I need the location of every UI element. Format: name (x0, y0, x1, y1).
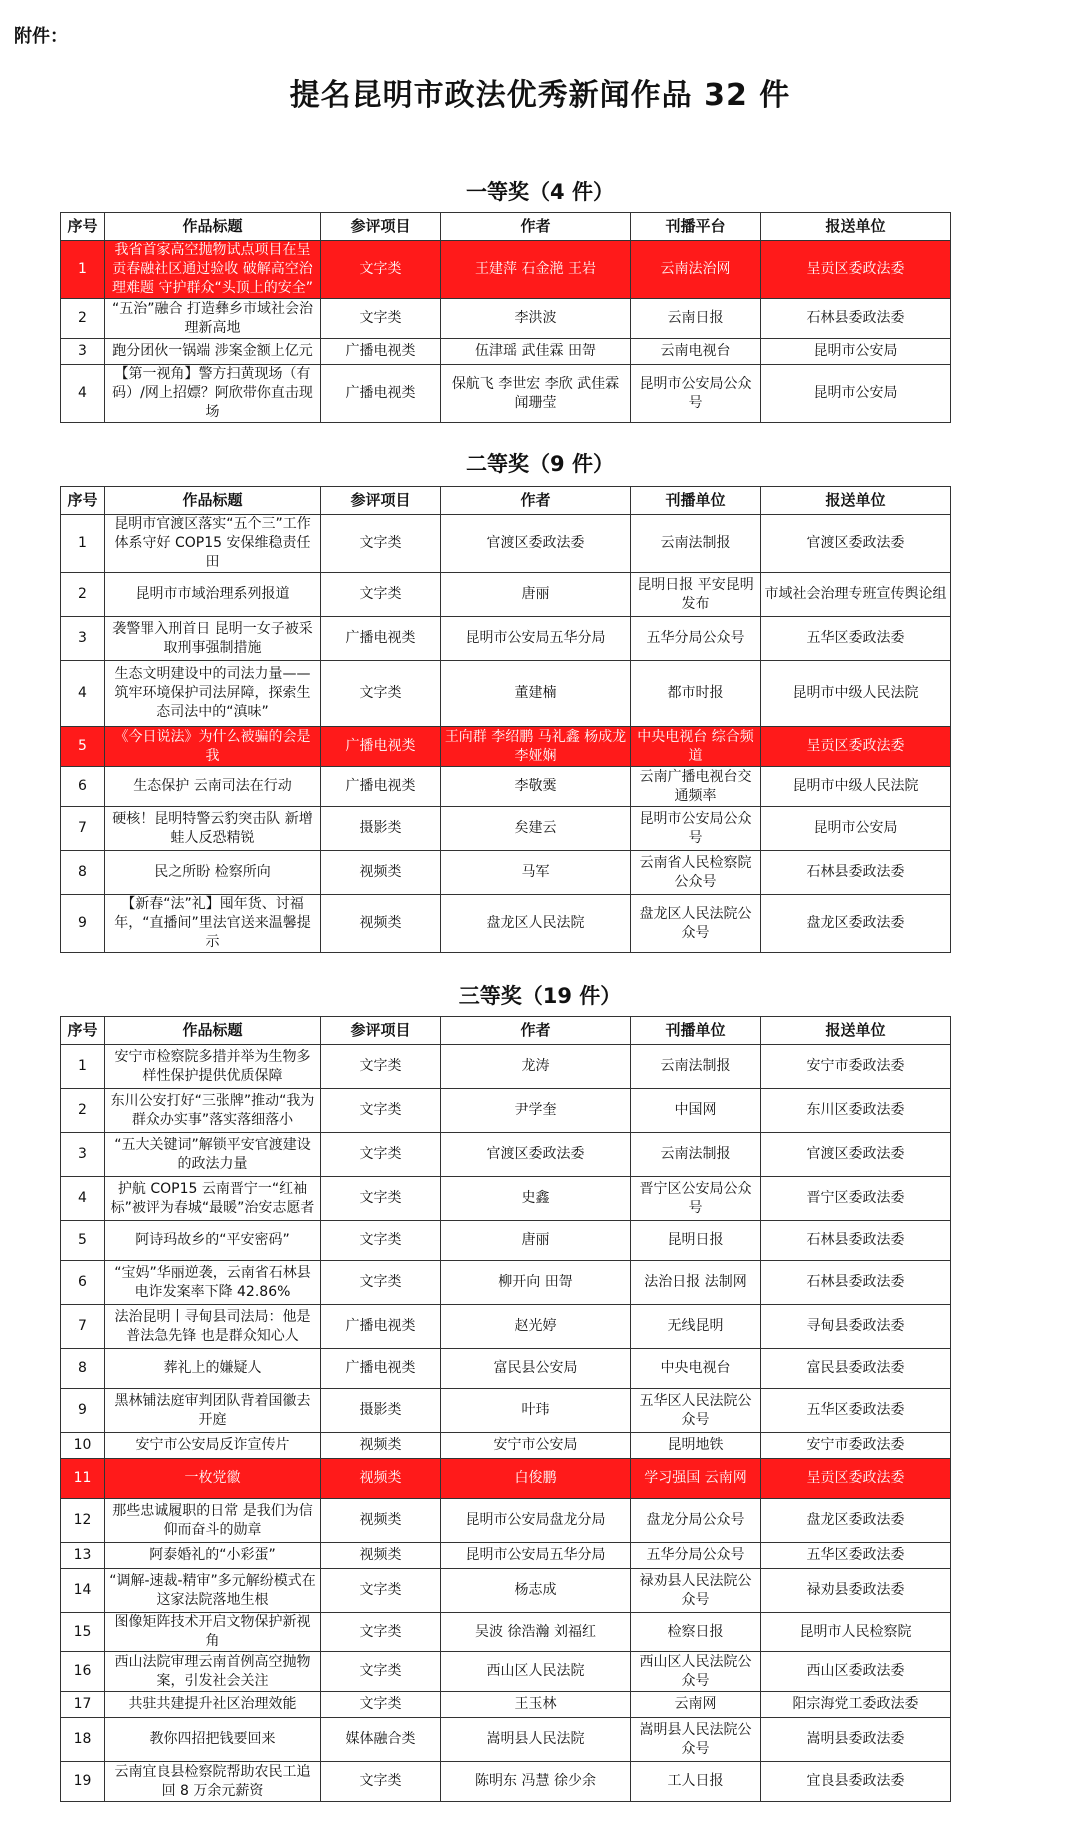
table-header-row (61, 1017, 951, 1045)
title-cell: 硬核！昆明特警云豹突击队 新增蛙人反恐精锐 (105, 807, 321, 851)
table-row (61, 895, 951, 953)
category-cell: 广播电视类 (321, 365, 441, 423)
platform-cell: 五华分局公众号 (631, 617, 761, 661)
unit-cell: 寻甸县委政法委 (761, 1305, 951, 1349)
platform-cell: 盘龙分局公众号 (631, 1499, 761, 1543)
header-author: 作者 (441, 213, 631, 241)
title-cell: 那些忠诚履职的日常 是我们为信仰而奋斗的勋章 (105, 1499, 321, 1543)
table-row (61, 1045, 951, 1089)
platform-cell: 中国网 (631, 1089, 761, 1133)
header-number: 序号 (61, 1017, 105, 1045)
author-cell: 李洪波 (441, 299, 631, 339)
platform-cell: 五华分局公众号 (631, 1543, 761, 1569)
platform-cell: 昆明日报 平安昆明发布 (631, 573, 761, 617)
unit-cell: 官渡区委政法委 (761, 1133, 951, 1177)
platform-cell: 昆明市公安局公众号 (631, 365, 761, 423)
row-number: 6 (61, 1261, 105, 1305)
category-cell: 广播电视类 (321, 617, 441, 661)
title-cell: 法治昆明丨寻甸县司法局：他是普法急先锋 也是群众知心人 (105, 1305, 321, 1349)
title-cell: 东川公安打好“三张牌”推动“我为群众办实事”落实落细落小 (105, 1089, 321, 1133)
title-cell: 一枚党徽 (105, 1459, 321, 1499)
unit-cell: 宜良县委政法委 (761, 1762, 951, 1802)
unit-cell: 呈贡区委政法委 (761, 1459, 951, 1499)
unit-cell: 昆明市中级人民法院 (761, 767, 951, 807)
author-cell: 官渡区委政法委 (441, 1133, 631, 1177)
category-cell: 摄影类 (321, 807, 441, 851)
author-cell: 吴波 徐浩瀚 刘福红 (441, 1613, 631, 1652)
category-cell: 文字类 (321, 1652, 441, 1692)
table-header-row (61, 487, 951, 515)
unit-cell: 呈贡区委政法委 (761, 241, 951, 299)
title-cell: 生态文明建设中的司法力量——筑牢环境保护司法屏障，探索生态司法中的“滇味” (105, 661, 321, 727)
unit-cell: 呈贡区委政法委 (761, 727, 951, 767)
platform-cell: 都市时报 (631, 661, 761, 727)
platform-cell: 法治日报 法制网 (631, 1261, 761, 1305)
row-number: 9 (61, 1389, 105, 1433)
unit-cell: 石林县委政法委 (761, 851, 951, 895)
header-title: 作品标题 (105, 1017, 321, 1045)
category-cell: 文字类 (321, 661, 441, 727)
table-row (61, 661, 951, 727)
row-number: 13 (61, 1543, 105, 1569)
platform-cell: 无线昆明 (631, 1305, 761, 1349)
author-cell: 昆明市公安局盘龙分局 (441, 1499, 631, 1543)
category-cell: 文字类 (321, 1692, 441, 1718)
author-cell: 盘龙区人民法院 (441, 895, 631, 953)
author-cell: 柳开向 田哿 (441, 1261, 631, 1305)
author-cell: 伍津瑶 武佳霖 田哿 (441, 339, 631, 365)
row-number: 5 (61, 727, 105, 767)
document-title: 提名昆明市政法优秀新闻作品 32 件 (289, 78, 791, 113)
unit-cell: 昆明市公安局 (761, 807, 951, 851)
table-row (61, 1718, 951, 1762)
table-row (61, 1499, 951, 1543)
author-cell: 马军 (441, 851, 631, 895)
category-cell: 文字类 (321, 241, 441, 299)
title-cell: 生态保护 云南司法在行动 (105, 767, 321, 807)
category-cell: 广播电视类 (321, 1349, 441, 1389)
header-platform: 刊播单位 (631, 487, 761, 515)
title-cell: 《今日说法》为什么被骗的会是我 (105, 727, 321, 767)
category-cell: 文字类 (321, 1221, 441, 1261)
author-cell: 叶玮 (441, 1389, 631, 1433)
author-cell: 昆明市公安局五华分局 (441, 1543, 631, 1569)
table-row (61, 1261, 951, 1305)
platform-cell: 云南日报 (631, 299, 761, 339)
header-number: 序号 (61, 213, 105, 241)
row-number: 3 (61, 339, 105, 365)
row-number: 1 (61, 515, 105, 573)
table-row (61, 1459, 951, 1499)
author-cell: 王向群 李绍鹏 马礼鑫 杨成龙 李娅娴 (441, 727, 631, 767)
title-cell: 【新春“法”礼】囤年货、讨福年，“直播间”里法官送来温馨提示 (105, 895, 321, 953)
row-number: 2 (61, 1089, 105, 1133)
unit-cell: 西山区委政法委 (761, 1652, 951, 1692)
table-row (61, 1652, 951, 1692)
category-cell: 摄影类 (321, 1389, 441, 1433)
title-cell: 护航 COP15 云南晋宁一“红袖标”被评为春城“最暖”治安志愿者 (105, 1177, 321, 1221)
author-cell: 昆明市公安局五华分局 (441, 617, 631, 661)
title-cell: 袭警罪入刑首日 昆明一女子被采取刑事强制措施 (105, 617, 321, 661)
table-row (61, 1692, 951, 1718)
author-cell: 尹学奎 (441, 1089, 631, 1133)
header-category: 参评项目 (321, 1017, 441, 1045)
row-number: 4 (61, 661, 105, 727)
row-number: 6 (61, 767, 105, 807)
table-row (61, 299, 951, 339)
category-cell: 广播电视类 (321, 339, 441, 365)
unit-cell: 石林县委政法委 (761, 1261, 951, 1305)
platform-cell: 云南法治网 (631, 241, 761, 299)
title-cell: 教你四招把钱要回来 (105, 1718, 321, 1762)
table-row (61, 339, 951, 365)
platform-cell: 云南网 (631, 1692, 761, 1718)
author-cell: 唐丽 (441, 573, 631, 617)
header-title: 作品标题 (105, 213, 321, 241)
row-number: 3 (61, 1133, 105, 1177)
table-row (61, 1349, 951, 1389)
row-number: 8 (61, 851, 105, 895)
unit-cell: 石林县委政法委 (761, 299, 951, 339)
author-cell: 白俊鹏 (441, 1459, 631, 1499)
platform-cell: 昆明日报 (631, 1221, 761, 1261)
unit-cell: 禄劝县委政法委 (761, 1569, 951, 1613)
section-title-third-prize: 三等奖（19 件） (458, 984, 622, 1008)
unit-cell: 嵩明县委政法委 (761, 1718, 951, 1762)
unit-cell: 晋宁区委政法委 (761, 1177, 951, 1221)
title-cell: “五治”融合 打造彝乡市域社会治理新高地 (105, 299, 321, 339)
category-cell: 文字类 (321, 1089, 441, 1133)
category-cell: 文字类 (321, 1261, 441, 1305)
row-number: 11 (61, 1459, 105, 1499)
row-number: 17 (61, 1692, 105, 1718)
author-cell: 安宁市公安局 (441, 1433, 631, 1459)
author-cell: 李敬霙 (441, 767, 631, 807)
title-cell: 昆明市市域治理系列报道 (105, 573, 321, 617)
title-cell: “五大关键词”解锁平安官渡建设的政法力量 (105, 1133, 321, 1177)
title-cell: 昆明市官渡区落实“五个三”工作体系守好 COP15 安保维稳责任田 (105, 515, 321, 573)
row-number: 4 (61, 1177, 105, 1221)
platform-cell: 五华区人民法院公众号 (631, 1389, 761, 1433)
category-cell: 视频类 (321, 1459, 441, 1499)
table-row (61, 1221, 951, 1261)
category-cell: 视频类 (321, 1543, 441, 1569)
unit-cell: 安宁市委政法委 (761, 1433, 951, 1459)
platform-cell: 云南法制报 (631, 515, 761, 573)
title-cell: 阿泰婚礼的“小彩蛋” (105, 1543, 321, 1569)
header-unit: 报送单位 (761, 1017, 951, 1045)
header-platform: 刊播平台 (631, 213, 761, 241)
title-cell: 我省首家高空抛物试点项目在呈贡春融社区通过验收 破解高空治理难题 守护群众“头顶上的安全” (105, 241, 321, 299)
header-author: 作者 (441, 1017, 631, 1045)
section-title-first-prize: 一等奖（4 件） (466, 180, 614, 204)
unit-cell: 昆明市公安局 (761, 339, 951, 365)
table-row (61, 767, 951, 807)
header-unit: 报送单位 (761, 487, 951, 515)
title-cell: “调解-速裁-精审”多元解纷模式在这家法院落地生根 (105, 1569, 321, 1613)
row-number: 12 (61, 1499, 105, 1543)
unit-cell: 东川区委政法委 (761, 1089, 951, 1133)
table-row (61, 1389, 951, 1433)
author-cell: 史鑫 (441, 1177, 631, 1221)
unit-cell: 五华区委政法委 (761, 1543, 951, 1569)
header-author: 作者 (441, 487, 631, 515)
header-title: 作品标题 (105, 487, 321, 515)
header-unit: 报送单位 (761, 213, 951, 241)
unit-cell: 五华区委政法委 (761, 1389, 951, 1433)
platform-cell: 中央电视台 (631, 1349, 761, 1389)
category-cell: 文字类 (321, 299, 441, 339)
unit-cell: 石林县委政法委 (761, 1221, 951, 1261)
header-number: 序号 (61, 487, 105, 515)
row-number: 7 (61, 807, 105, 851)
title-cell: 安宁市公安局反诈宣传片 (105, 1433, 321, 1459)
row-number: 2 (61, 573, 105, 617)
author-cell: 董建楠 (441, 661, 631, 727)
author-cell: 西山区人民法院 (441, 1652, 631, 1692)
unit-cell: 盘龙区委政法委 (761, 1499, 951, 1543)
table-row (61, 241, 951, 299)
table-row (61, 1305, 951, 1349)
category-cell: 文字类 (321, 1762, 441, 1802)
table-row (61, 365, 951, 423)
unit-cell: 阳宗海党工委政法委 (761, 1692, 951, 1718)
third-prize-table (60, 1016, 951, 1802)
title-cell: 云南宜良县检察院帮助农民工追回 8 万余元薪资 (105, 1762, 321, 1802)
table-row (61, 573, 951, 617)
table-row (61, 1543, 951, 1569)
category-cell: 视频类 (321, 1499, 441, 1543)
category-cell: 文字类 (321, 573, 441, 617)
title-cell: 阿诗玛故乡的“平安密码” (105, 1221, 321, 1261)
category-cell: 文字类 (321, 1133, 441, 1177)
row-number: 1 (61, 1045, 105, 1089)
row-number: 3 (61, 617, 105, 661)
platform-cell: 云南省人民检察院公众号 (631, 851, 761, 895)
category-cell: 广播电视类 (321, 1305, 441, 1349)
platform-cell: 学习强国 云南网 (631, 1459, 761, 1499)
platform-cell: 晋宁区公安局公众号 (631, 1177, 761, 1221)
title-cell: 葬礼上的嫌疑人 (105, 1349, 321, 1389)
unit-cell: 官渡区委政法委 (761, 515, 951, 573)
table-row (61, 807, 951, 851)
platform-cell: 云南法制报 (631, 1133, 761, 1177)
unit-cell: 安宁市委政法委 (761, 1045, 951, 1089)
unit-cell: 昆明市公安局 (761, 365, 951, 423)
table-row (61, 1433, 951, 1459)
title-cell: 图像矩阵技术开启文物保护新视角 (105, 1613, 321, 1652)
title-cell: 西山法院审理云南首例高空抛物案，引发社会关注 (105, 1652, 321, 1692)
table-row (61, 1762, 951, 1802)
category-cell: 文字类 (321, 1045, 441, 1089)
author-cell: 杨志成 (441, 1569, 631, 1613)
category-cell: 文字类 (321, 1177, 441, 1221)
table-row (61, 617, 951, 661)
table-row (61, 1133, 951, 1177)
section-title-second-prize: 二等奖（9 件） (466, 452, 614, 476)
title-cell: 黑林铺法庭审判团队背着国徽去开庭 (105, 1389, 321, 1433)
row-number: 2 (61, 299, 105, 339)
author-cell: 嵩明县人民法院 (441, 1718, 631, 1762)
row-number: 19 (61, 1762, 105, 1802)
author-cell: 保航飞 李世宏 李欣 武佳霖 闻珊莹 (441, 365, 631, 423)
category-cell: 视频类 (321, 851, 441, 895)
platform-cell: 盘龙区人民法院公众号 (631, 895, 761, 953)
category-cell: 文字类 (321, 1569, 441, 1613)
row-number: 5 (61, 1221, 105, 1261)
author-cell: 龙涛 (441, 1045, 631, 1089)
author-cell: 矣建云 (441, 807, 631, 851)
row-number: 14 (61, 1569, 105, 1613)
table-row (61, 1569, 951, 1613)
row-number: 7 (61, 1305, 105, 1349)
unit-cell: 富民县委政法委 (761, 1349, 951, 1389)
author-cell: 王建萍 石金滟 王岩 (441, 241, 631, 299)
header-category: 参评项目 (321, 213, 441, 241)
row-number: 18 (61, 1718, 105, 1762)
unit-cell: 昆明市人民检察院 (761, 1613, 951, 1652)
row-number: 1 (61, 241, 105, 299)
row-number: 9 (61, 895, 105, 953)
table-row (61, 851, 951, 895)
table-row (61, 1613, 951, 1652)
category-cell: 媒体融合类 (321, 1718, 441, 1762)
unit-cell: 市域社会治理专班宣传舆论组 (761, 573, 951, 617)
table-row (61, 1089, 951, 1133)
platform-cell: 云南法制报 (631, 1045, 761, 1089)
title-cell: 共驻共建提升社区治理效能 (105, 1692, 321, 1718)
title-cell: 【第一视角】警方扫黄现场（有码）/网上招嫖？阿欣带你直击现场 (105, 365, 321, 423)
row-number: 15 (61, 1613, 105, 1652)
row-number: 8 (61, 1349, 105, 1389)
row-number: 10 (61, 1433, 105, 1459)
category-cell: 视频类 (321, 1433, 441, 1459)
header-platform: 刊播单位 (631, 1017, 761, 1045)
table-row (61, 727, 951, 767)
second-prize-table (60, 486, 951, 953)
platform-cell: 工人日报 (631, 1762, 761, 1802)
category-cell: 文字类 (321, 515, 441, 573)
category-cell: 广播电视类 (321, 767, 441, 807)
title-cell: 安宁市检察院多措并举为生物多样性保护提供优质保障 (105, 1045, 321, 1089)
category-cell: 视频类 (321, 895, 441, 953)
table-header-row (61, 213, 951, 241)
platform-cell: 中央电视台 综合频道 (631, 727, 761, 767)
author-cell: 唐丽 (441, 1221, 631, 1261)
row-number: 16 (61, 1652, 105, 1692)
category-cell: 文字类 (321, 1613, 441, 1652)
platform-cell: 云南电视台 (631, 339, 761, 365)
unit-cell: 昆明市中级人民法院 (761, 661, 951, 727)
author-cell: 富民县公安局 (441, 1349, 631, 1389)
author-cell: 陈明东 冯慧 徐少余 (441, 1762, 631, 1802)
author-cell: 王玉林 (441, 1692, 631, 1718)
platform-cell: 检察日报 (631, 1613, 761, 1652)
row-number: 4 (61, 365, 105, 423)
table-row (61, 1177, 951, 1221)
platform-cell: 云南广播电视台交通频率 (631, 767, 761, 807)
platform-cell: 西山区人民法院公众号 (631, 1652, 761, 1692)
platform-cell: 嵩明县人民法院公众号 (631, 1718, 761, 1762)
title-cell: 跑分团伙一锅端 涉案金额上亿元 (105, 339, 321, 365)
header-category: 参评项目 (321, 487, 441, 515)
author-cell: 赵光婷 (441, 1305, 631, 1349)
category-cell: 广播电视类 (321, 727, 441, 767)
unit-cell: 五华区委政法委 (761, 617, 951, 661)
unit-cell: 盘龙区委政法委 (761, 895, 951, 953)
first-prize-table (60, 212, 951, 423)
platform-cell: 禄劝县人民法院公众号 (631, 1569, 761, 1613)
author-cell: 官渡区委政法委 (441, 515, 631, 573)
platform-cell: 昆明市公安局公众号 (631, 807, 761, 851)
attachment-label: 附件： (14, 26, 68, 47)
platform-cell: 昆明地铁 (631, 1433, 761, 1459)
title-cell: 民之所盼 检察所向 (105, 851, 321, 895)
table-row (61, 515, 951, 573)
title-cell: “宝妈”华丽逆袭，云南省石林县电诈发案率下降 42.86% (105, 1261, 321, 1305)
